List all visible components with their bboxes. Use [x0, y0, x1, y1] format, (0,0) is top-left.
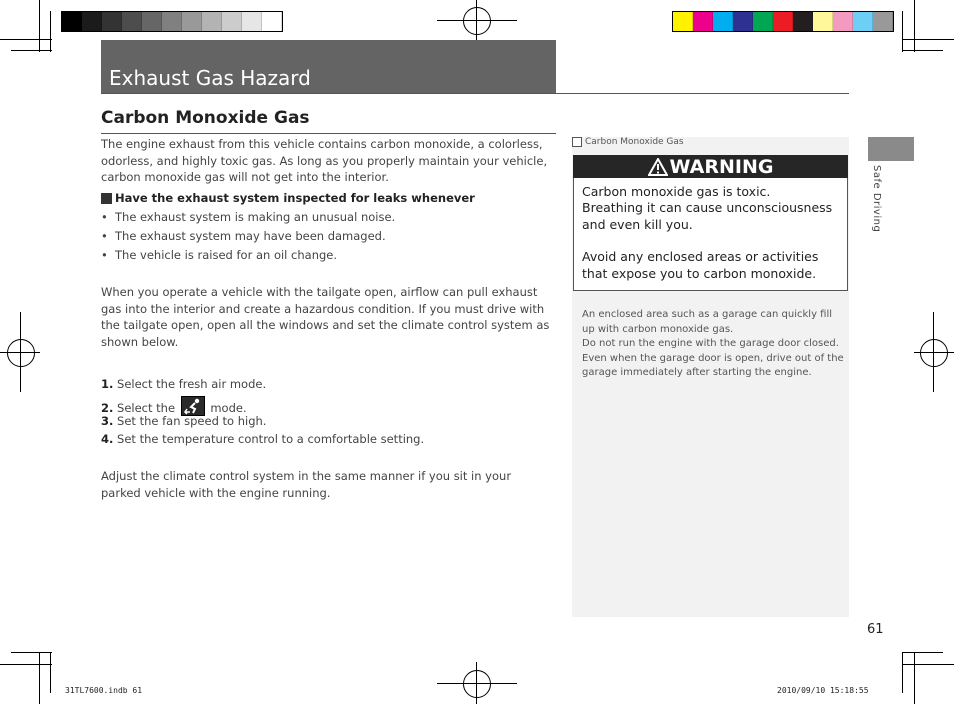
note-line: Do not run the engine with the garage door closed. Even when the garage door is open, drive out of the garage immediately after starting the engine.	[582, 338, 844, 378]
section-heading: Carbon Monoxide Gas	[101, 108, 310, 128]
chapter-tab-label: Safe Driving	[871, 165, 882, 233]
gray-swatch	[142, 12, 162, 31]
warning-advice: Avoid any enclosed areas or activities that expose you to carbon monoxide.	[582, 249, 819, 281]
gray-swatch	[162, 12, 182, 31]
gray-swatch	[122, 12, 142, 31]
warning-line: Breathing it can cause unconsciousness and even kill you.	[582, 200, 833, 232]
gray-swatch	[102, 12, 122, 31]
intro-paragraph: The engine exhaust from this vehicle contains carbon monoxide, a colorless, odorless, and highly toxic gas. As long as you properly maintain your vehicle, carbon monoxide gas will not get into the interior.	[101, 137, 548, 184]
color-swatch	[853, 12, 873, 31]
step-item: 1. Select the fresh air mode.	[101, 377, 267, 391]
list-item: • The vehicle is raised for an oil change.	[101, 248, 338, 262]
bullet-icon: •	[101, 248, 108, 262]
gray-scale-bar	[61, 11, 283, 32]
step-item: 3. Set the fan speed to high.	[101, 414, 267, 428]
step-item: 4. Set the temperature control to a comfortable setting.	[101, 432, 425, 446]
gray-swatch	[202, 12, 222, 31]
gray-swatch	[62, 12, 82, 31]
reference-icon	[572, 137, 582, 147]
warning-triangle-icon	[648, 158, 668, 176]
warning-header: WARNING	[573, 155, 848, 178]
gray-swatch	[262, 12, 282, 31]
section-rule	[101, 133, 556, 134]
list-item: • The exhaust system is making an unusual noise.	[101, 210, 396, 224]
color-swatch	[753, 12, 773, 31]
page-title: Exhaust Gas Hazard	[109, 66, 311, 90]
process-color-bar	[672, 11, 894, 32]
sidebar-note	[582, 308, 844, 381]
gray-swatch	[182, 12, 202, 31]
gray-swatch	[222, 12, 242, 31]
bullet-icon: •	[101, 229, 108, 243]
page-number: 61	[867, 622, 884, 637]
warning-line: Carbon monoxide gas is toxic.	[582, 184, 771, 199]
floor-mode-icon	[181, 396, 205, 416]
color-swatch	[833, 12, 853, 31]
color-swatch	[673, 12, 693, 31]
color-swatch	[773, 12, 793, 31]
color-swatch	[693, 12, 713, 31]
inspect-heading-text: Have the exhaust system inspected for leaks whenever	[115, 191, 475, 205]
color-swatch	[813, 12, 833, 31]
footer-timestamp: 2010/09/10 15:18:55	[777, 686, 869, 695]
gray-swatch	[242, 12, 262, 31]
title-rule	[101, 93, 849, 94]
chapter-tab	[868, 137, 914, 161]
square-bullet-icon	[101, 193, 112, 204]
note-line: An enclosed area such as a garage can quickly fill up with carbon monoxide gas.	[582, 309, 833, 335]
list-item: • The exhaust system may have been damaged.	[101, 229, 386, 243]
closing-paragraph: Adjust the climate control system in the same manner if you sit in your parked vehicle with the engine running.	[101, 469, 512, 500]
color-swatch	[713, 12, 733, 31]
color-swatch	[733, 12, 753, 31]
sidebar-reference: Carbon Monoxide Gas	[572, 137, 684, 147]
tailgate-paragraph: When you operate a vehicle with the tailgate open, airflow can pull exhaust gas into the interior and create a hazardous condition. If you must drive with the tailgate open, open all the windows and set the climate control system as shown below.	[101, 285, 550, 349]
step-item: 2. Select the mode.	[101, 396, 247, 416]
color-swatch	[873, 12, 893, 31]
inspect-heading	[101, 191, 475, 205]
color-swatch	[793, 12, 813, 31]
gray-swatch	[82, 12, 102, 31]
bullet-icon: •	[101, 210, 108, 224]
footer-file-info: 31TL7600.indb 61	[65, 686, 143, 695]
